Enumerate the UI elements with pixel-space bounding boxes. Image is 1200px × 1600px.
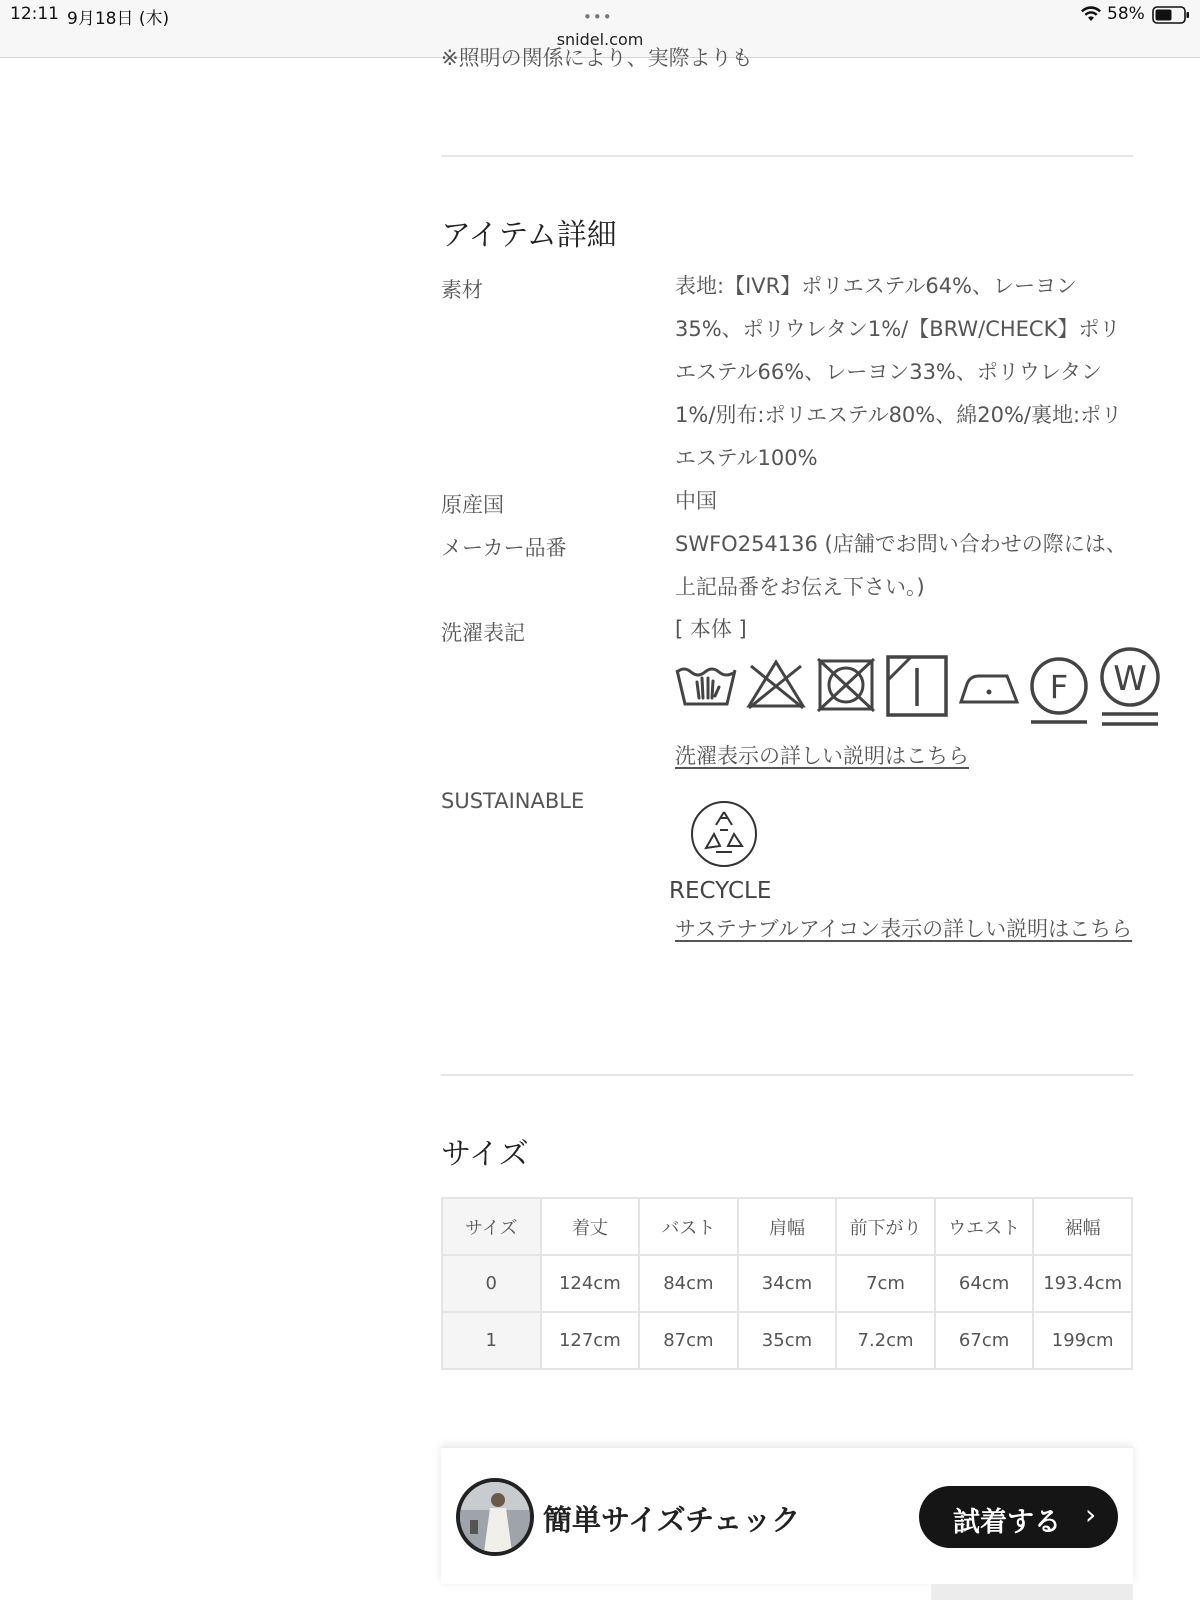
recycle-label: RECYCLE [669, 878, 772, 904]
line-dry-shade-icon [885, 654, 949, 718]
size-cell: 64cm [935, 1255, 1034, 1312]
size-header-cell: 裾幅 [1033, 1198, 1132, 1255]
table-row [442, 1312, 1132, 1369]
care-info-link[interactable]: 洗濯表示の詳しい説明はこちら [675, 744, 969, 768]
size-header-cell: バスト [639, 1198, 738, 1255]
dry-clean-f-icon [1027, 654, 1091, 730]
size-header-cell: 前下がり [836, 1198, 935, 1255]
svg-text:F: F [1049, 668, 1069, 706]
origin-value: 中国 [675, 489, 717, 513]
no-bleach-icon [745, 654, 807, 716]
wet-clean-w-icon [1097, 644, 1163, 734]
size-cell: 7.2cm [836, 1312, 935, 1369]
care-label: 洗濯表記 [441, 621, 525, 645]
size-header-cell: 肩幅 [738, 1198, 837, 1255]
size-header-cell: 着丈 [541, 1198, 640, 1255]
size-cell: 84cm [639, 1255, 738, 1312]
address-bar-url[interactable]: snidel.com [556, 30, 644, 49]
size-check-title: 簡単サイズチェック [543, 1503, 801, 1537]
size-cell: 34cm [738, 1255, 837, 1312]
sustainable-info-link[interactable]: サステナブルアイコン表示の詳しい説明はこちら [675, 917, 1133, 941]
size-header-cell: サイズ [442, 1198, 541, 1255]
origin-label: 原産国 [441, 493, 504, 517]
sustainable-label: SUSTAINABLE [441, 789, 585, 813]
size-cell: 199cm [1033, 1312, 1132, 1369]
model-photo-icon [460, 1482, 530, 1552]
size-header-cell: ウエスト [935, 1198, 1034, 1255]
size-cell: 124cm [541, 1255, 640, 1312]
iron-low-icon [957, 654, 1021, 716]
size-table-header-row [442, 1198, 1132, 1255]
browser-menu-dots[interactable]: ••• [583, 8, 613, 26]
maker-number-label: メーカー品番 [441, 536, 567, 560]
try-on-label: 試着する [953, 1507, 1061, 1538]
bottom-tab-strip [931, 1584, 1133, 1600]
size-cell: 35cm [738, 1312, 837, 1369]
wifi-icon [1080, 5, 1102, 23]
status-time: 12:11 [10, 4, 59, 24]
size-cell: 1 [442, 1312, 541, 1369]
recycle-icon[interactable] [690, 800, 758, 868]
size-check-bar [441, 1447, 1133, 1584]
size-cell: 7cm [836, 1255, 935, 1312]
size-title: サイズ [441, 1137, 529, 1172]
size-cell: 67cm [935, 1312, 1034, 1369]
sustainable-link-wrap [675, 908, 1135, 951]
svg-text:W: W [1113, 659, 1147, 699]
size-cell: 127cm [541, 1312, 640, 1369]
care-info-link-wrap [675, 735, 1135, 778]
partially-hidden-note: ※照明の関係により、実際よりも [441, 46, 753, 68]
material-label: 素材 [441, 278, 483, 302]
hand-wash-icon [675, 654, 737, 716]
material-value: 表地:【IVR】ポリエステル64%、レーヨン35%、ポリウレタン1%/【BRW/CHECK】ポリエステル66%、レーヨン33%、ポリウレタン1%/別布:ポリエステル80%、綿20%/裏地:ポリエステル100% [675, 274, 1123, 470]
battery-icon [1152, 6, 1190, 24]
item-detail-title: アイテム詳細 [441, 218, 617, 253]
size-table [441, 1197, 1133, 1370]
size-cell: 87cm [639, 1312, 738, 1369]
size-cell: 0 [442, 1255, 541, 1312]
care-body-note: [ 本体 ] [675, 617, 747, 641]
battery-percent: 58% [1107, 4, 1145, 24]
table-row [442, 1255, 1132, 1312]
chevron-right-icon: › [1085, 1498, 1097, 1531]
try-on-button[interactable] [919, 1486, 1118, 1548]
size-cell: 193.4cm [1033, 1255, 1132, 1312]
status-date: 9月18日 (木) [67, 9, 170, 29]
maker-number-value: SWFO254136 (店舗でお問い合わせの際には、上記品番をお伝え下さい。) [675, 532, 1127, 599]
avatar [456, 1478, 534, 1556]
section-divider [441, 155, 1133, 157]
section-divider [441, 1074, 1133, 1076]
no-tumble-dry-icon [815, 654, 877, 716]
